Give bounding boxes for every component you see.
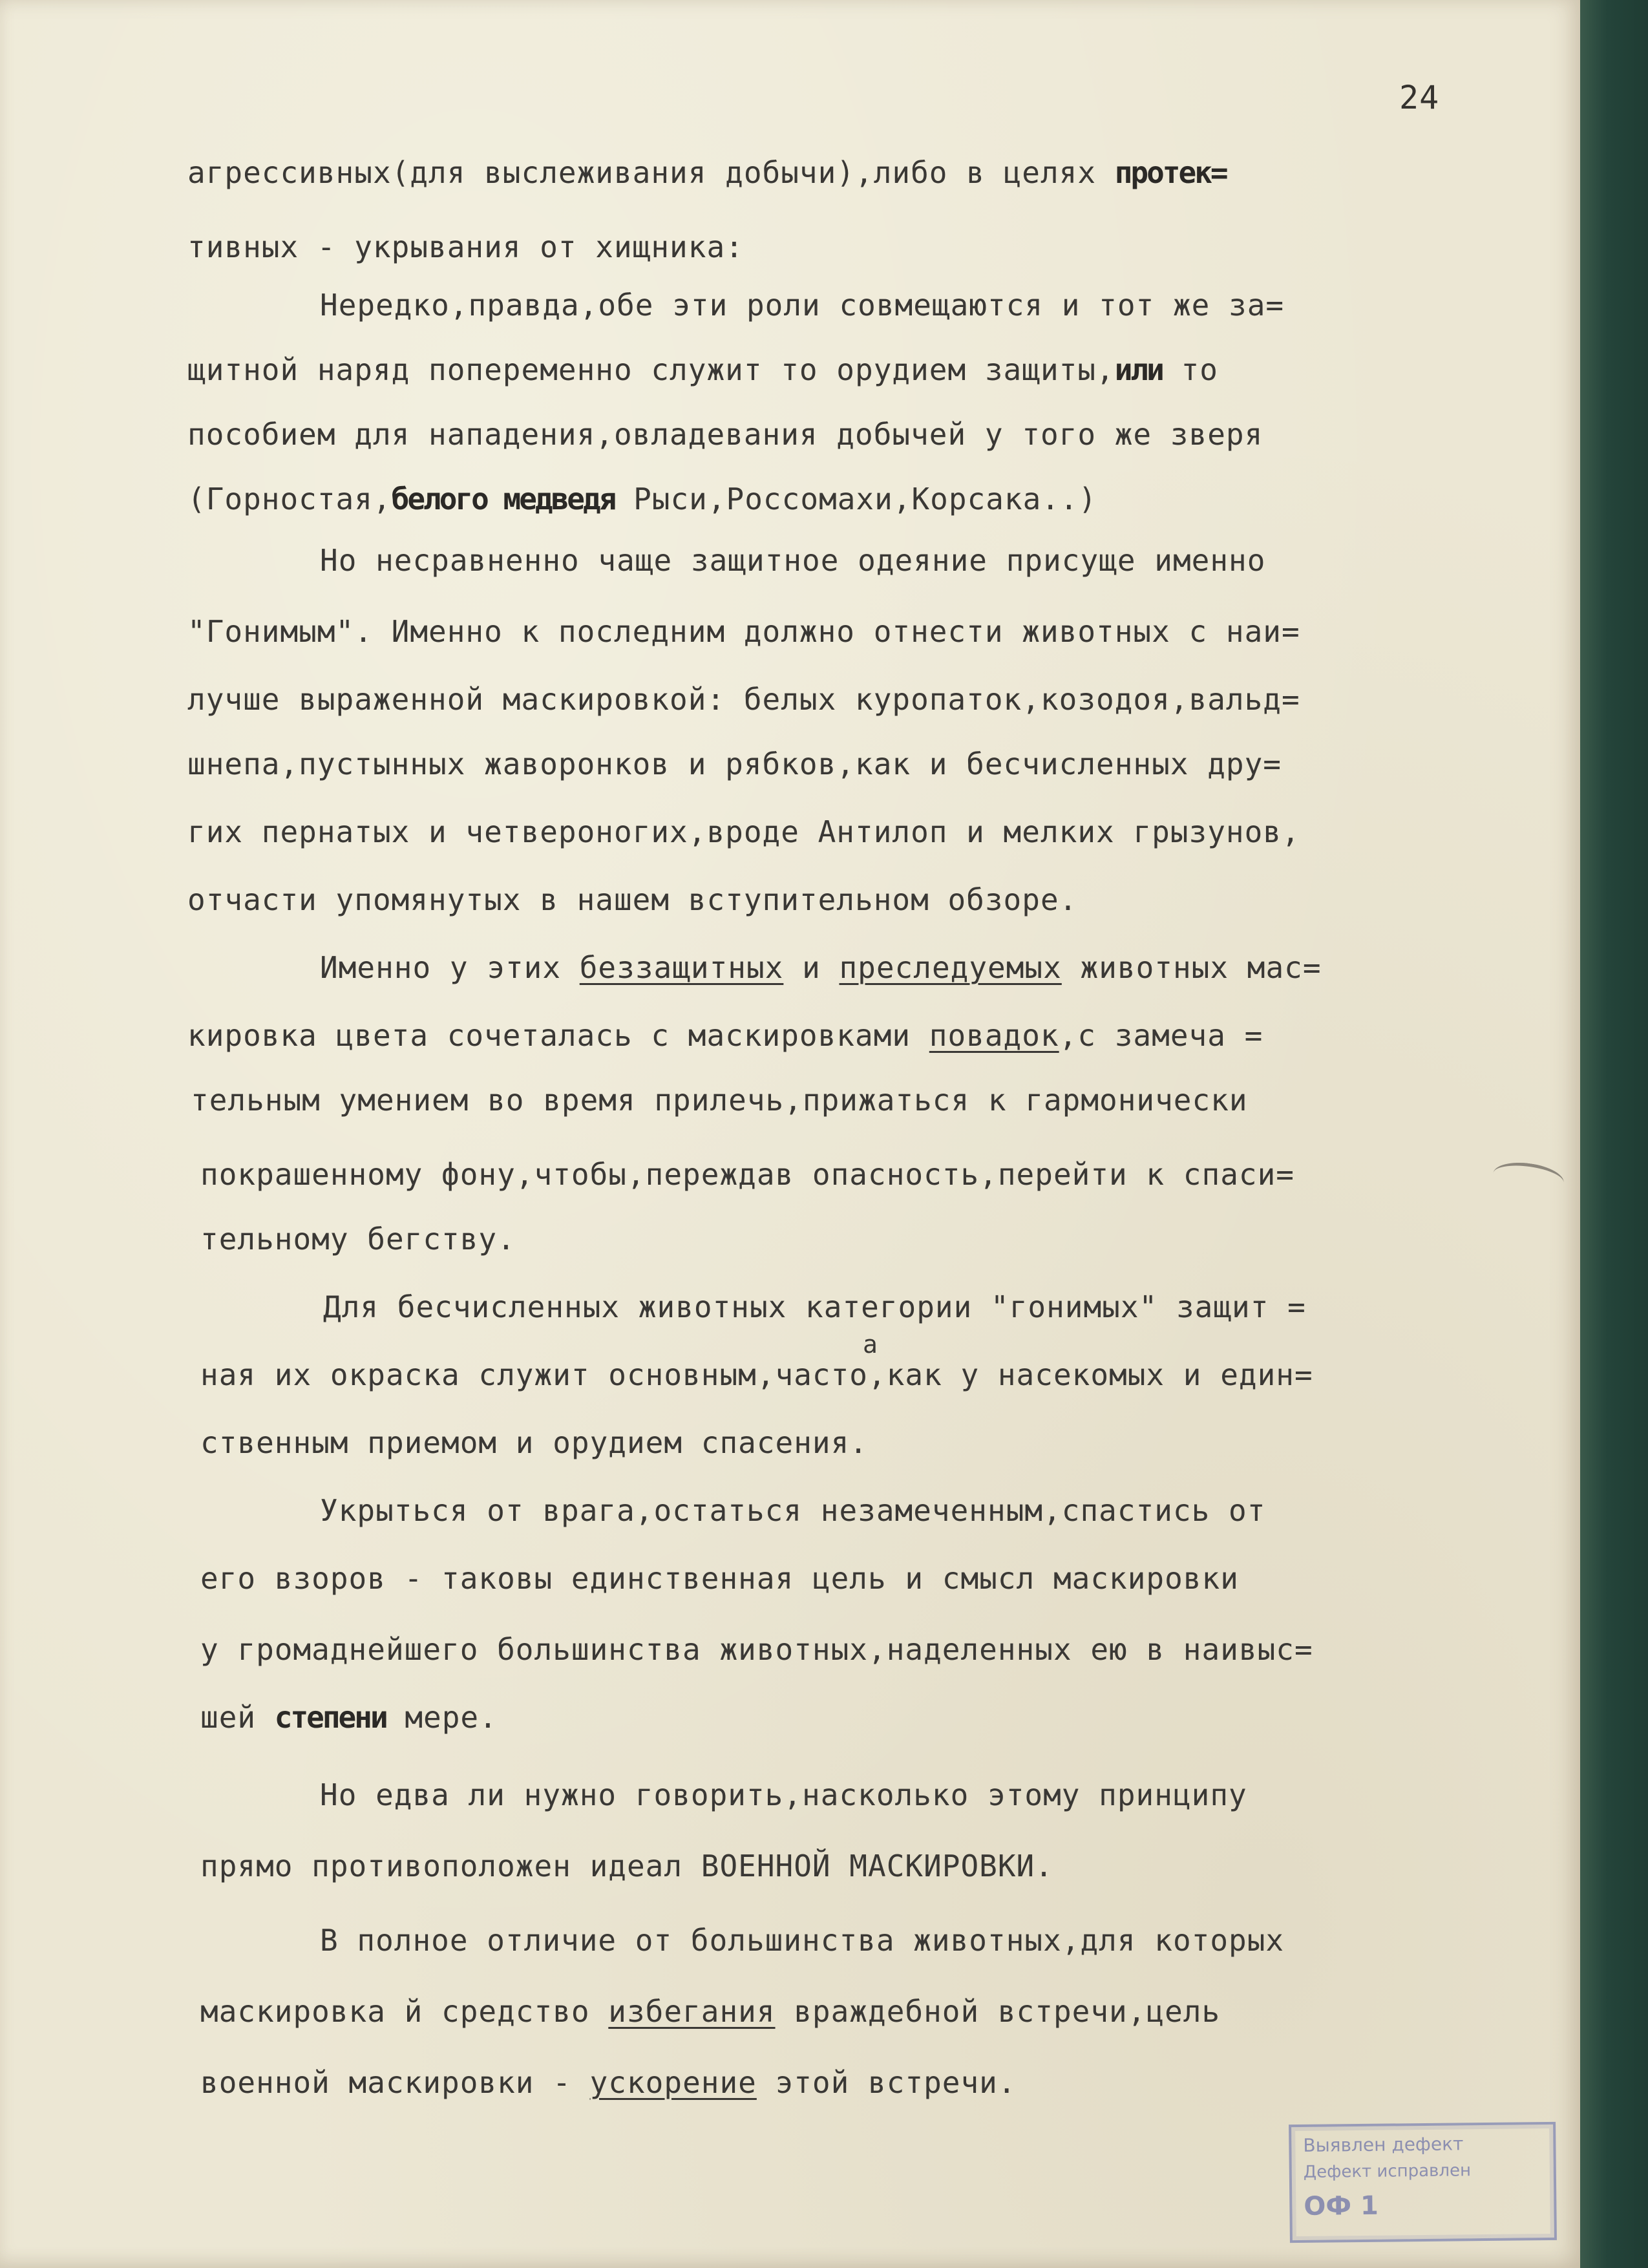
text-segment: и [783, 950, 840, 985]
text-segment: (Горностая, [187, 482, 392, 516]
text-segment: тельным умением во время прилечь,прижаться к гармонически [191, 1083, 1248, 1118]
text-line [187, 614, 1300, 649]
text-line [323, 1289, 1306, 1324]
text-segment: щитной наряд попеременно служит то орудием защиты, [187, 352, 1115, 387]
overtyped-text: белого медведя [391, 482, 615, 516]
underlined-text: избегания [608, 1994, 776, 2029]
text-segment: мере. [386, 1700, 498, 1735]
text-segment: Но едва ли нужно говорить,насколько этому принципу [320, 1777, 1247, 1812]
text-line [320, 1777, 1247, 1812]
overtyped-text: протек= [1114, 155, 1227, 190]
background-edge [1580, 0, 1648, 2268]
text-line [200, 1849, 1053, 1883]
text-segment: кировка цвета сочеталась с маскировками [187, 1018, 929, 1053]
text-line [200, 1222, 516, 1256]
underlined-text: ускорение [589, 2065, 757, 2100]
text-line [200, 1994, 1220, 2029]
pencil-mark [1491, 1159, 1565, 1198]
text-line [187, 682, 1300, 717]
text-line [187, 1018, 1263, 1053]
text-segment: тельному бегству. [200, 1222, 516, 1256]
stamp-line-2: Дефект исправлен [1303, 2161, 1472, 2182]
text-segment: прямо противоположен идеал ВОЕННОЙ МАСКИРОВКИ. [200, 1849, 1053, 1883]
text-segment: маскировка й средство [200, 1994, 609, 2029]
text-segment: ,с замеча = [1059, 1018, 1263, 1053]
text-line [187, 417, 1263, 452]
text-segment: Рыси,Россомахи,Корсака..) [615, 482, 1097, 516]
underlined-text: повадок [929, 1018, 1059, 1053]
text-segment: его взоров - таковы единственная цель и смысл маскировки [200, 1561, 1239, 1596]
text-segment: этой встречи. [756, 2065, 1017, 2100]
interline-correction: а [863, 1330, 878, 1359]
text-line [320, 1923, 1284, 1958]
text-segment: покрашенному фону,чтобы,переждав опасность,перейти к спаси= [200, 1157, 1294, 1192]
text-line [191, 1083, 1248, 1118]
text-line [320, 288, 1284, 323]
text-line [187, 482, 1097, 516]
text-line [187, 229, 744, 264]
text-segment: Нередко,правда,обе эти роли совмещаются и тот же за= [320, 288, 1285, 323]
text-line [200, 1157, 1294, 1192]
text-line [320, 1493, 1265, 1528]
stamp-line-3: ОФ 1 [1304, 2190, 1379, 2221]
overtyped-text: степени [274, 1700, 386, 1735]
stamp-line-1: Выявлен дефект [1303, 2133, 1464, 2156]
text-line [187, 747, 1282, 781]
text-segment: Именно у этих [320, 950, 580, 985]
underlined-text: беззащитных [579, 950, 784, 985]
text-segment: Для бесчисленных животных категории "гонимых" защит = [323, 1289, 1306, 1324]
page-number: 24 [1399, 79, 1440, 116]
text-line [200, 1632, 1313, 1667]
text-segment: Укрыться от врага,остаться незамеченным,спастись от [320, 1493, 1266, 1528]
text-line [187, 352, 1218, 387]
text-line [187, 155, 1227, 190]
text-line [200, 1700, 498, 1735]
text-segment: шнепа,пустынных жаворонков и рябков,как и бесчисленных дру= [187, 747, 1282, 781]
text-segment: Но несравненно чаще защитное одеяние присуще именно [320, 543, 1266, 578]
text-segment: гих пернатых и четвероногих,вроде Антилоп и мелких грызунов, [187, 814, 1300, 849]
text-segment: пособием для нападения,овладевания добычей у того же зверя [187, 417, 1263, 452]
text-segment: лучше выраженной маскировкой: белых куропаток,козодоя,вальд= [187, 682, 1300, 717]
text-line [320, 543, 1265, 578]
text-segment: то [1162, 352, 1218, 387]
underlined-text: преследуемых [839, 950, 1062, 985]
text-segment: агрессивных(для выслеживания добычи),либо в целях [187, 155, 1115, 190]
text-segment: у громаднейшего большинства животных,наделенных ею в наивыс= [200, 1632, 1313, 1667]
text-segment: животных мас= [1061, 950, 1322, 985]
text-segment: "Гонимым". Именно к последним должно отнести животных с наи= [187, 614, 1300, 649]
text-line [200, 2065, 1017, 2100]
text-line [200, 1561, 1239, 1596]
text-line [320, 950, 1322, 985]
text-segment: шей [200, 1700, 275, 1735]
text-segment: отчасти упомянутых в нашем вступительном обзоре. [187, 882, 1078, 917]
text-line [187, 882, 1077, 917]
text-segment: враждебной встречи,цель [775, 1994, 1221, 2029]
archive-stamp [1289, 2122, 1557, 2243]
text-segment: ственным приемом и орудием спасения. [200, 1425, 868, 1460]
text-segment: ная их окраска служит основным,часто,как у насекомых и един= [200, 1357, 1313, 1392]
text-line [200, 1425, 868, 1460]
text-line [200, 1357, 1313, 1392]
text-segment: В полное отличие от большинства животных,для которых [320, 1923, 1285, 1958]
text-segment: военной маскировки - [200, 2065, 590, 2100]
overtyped-text: или [1114, 352, 1163, 387]
text-line [187, 814, 1300, 849]
text-segment: тивных - укрывания от хищника: [187, 229, 744, 264]
